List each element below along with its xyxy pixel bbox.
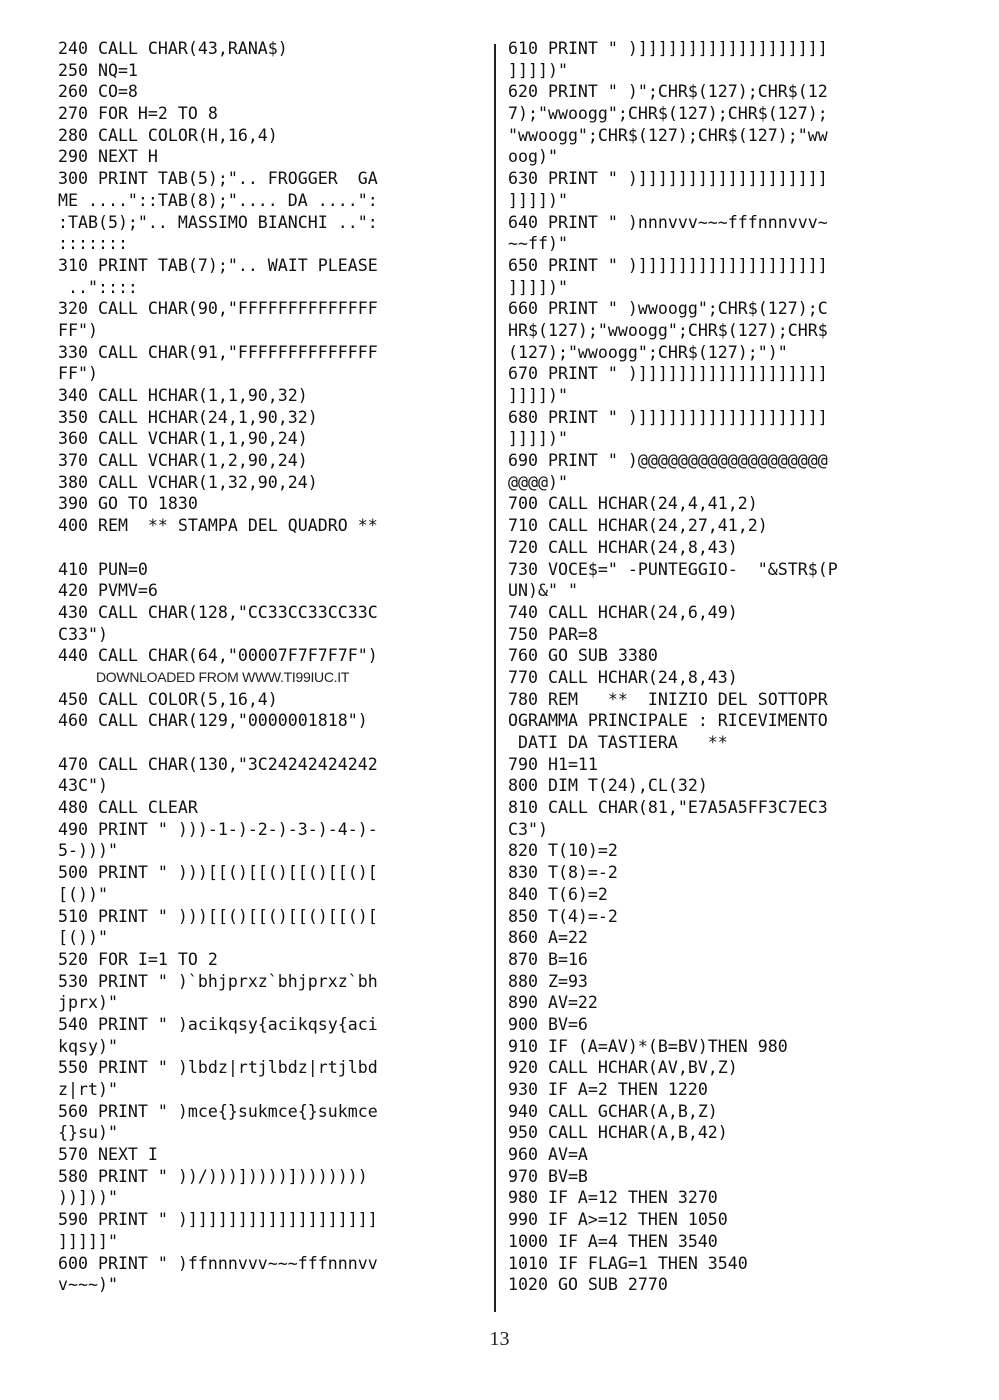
code-line: 800 DIM T(24),CL(32): [508, 776, 708, 796]
code-line: 790 H1=11: [508, 754, 598, 774]
code-line: 240 CALL CHAR(43,RANA$): [58, 39, 288, 58]
code-line: 650 PRINT " )]]]]]]]]]]]]]]]]]]]: [508, 255, 828, 275]
code-line: 940 CALL GCHAR(A,B,Z): [508, 1101, 718, 1121]
code-line: ]]]]]": [58, 1231, 118, 1251]
left-code-column: [58, 38, 486, 1296]
code-line: FF"): [58, 320, 98, 340]
code-line: 740 CALL HCHAR(24,6,49): [508, 602, 738, 622]
code-line: ME ...."::TAB(8);".... DA ....":: [58, 190, 378, 210]
code-line: 510 PRINT " )))[[()[[()[[()[[()[: [58, 906, 378, 926]
code-line: "wwoogg";CHR$(127);CHR$(127);"ww: [508, 125, 828, 145]
code-line: 960 AV=A: [508, 1145, 588, 1165]
code-line: DATI DA TASTIERA **: [508, 733, 728, 752]
code-line: ))]))": [58, 1188, 118, 1208]
code-line: 590 PRINT " )]]]]]]]]]]]]]]]]]]]: [58, 1210, 378, 1230]
code-line: 850 T(4)=-2: [508, 906, 618, 926]
code-line: 390 GO TO 1830: [58, 494, 198, 514]
code-line: 470 CALL CHAR(130,"3C24242424242: [58, 754, 378, 774]
code-line: 680 PRINT " )]]]]]]]]]]]]]]]]]]]: [508, 407, 828, 427]
code-line: C3"): [508, 819, 548, 839]
column-divider: [494, 44, 496, 1312]
code-line: 930 IF A=2 THEN 1220: [508, 1080, 708, 1099]
code-line: 890 AV=22: [508, 993, 598, 1013]
code-line: ]]]])": [508, 190, 568, 210]
code-line: kqsy)": [58, 1036, 118, 1056]
code-line: 760 GO SUB 3380: [508, 646, 658, 666]
code-line: 640 PRINT " )nnnvvv~~~fffnnnvvv~: [508, 212, 828, 232]
code-line: 610 PRINT " )]]]]]]]]]]]]]]]]]]]: [508, 39, 828, 58]
code-line: 980 IF A=12 THEN 3270: [508, 1188, 718, 1208]
code-line: 310 PRINT TAB(7);".. WAIT PLEASE: [58, 255, 378, 275]
code-line: 490 PRINT " )))-1-)-2-)-3-)-4-)-: [58, 819, 378, 839]
code-line: 290 NEXT H: [58, 147, 158, 167]
code-line: 630 PRINT " )]]]]]]]]]]]]]]]]]]]: [508, 169, 828, 189]
code-line: {}su)": [58, 1123, 118, 1143]
code-line: 1020 GO SUB 2770: [508, 1275, 668, 1295]
code-line: 480 CALL CLEAR: [58, 798, 198, 818]
code-line: 340 CALL HCHAR(1,1,90,32): [58, 386, 308, 405]
code-line: 730 VOCE$=" -PUNTEGGIO- "&STR$(P: [508, 559, 838, 579]
code-line: 670 PRINT " )]]]]]]]]]]]]]]]]]]]: [508, 364, 828, 384]
code-line: 780 REM ** INIZIO DEL SOTTOPR: [508, 689, 828, 709]
code-line: ]]]])": [508, 277, 568, 297]
code-line: z|rt)": [58, 1080, 118, 1099]
code-line: 820 T(10)=2: [508, 841, 618, 861]
code-line: 950 CALL HCHAR(A,B,42): [508, 1123, 728, 1143]
code-line: 560 PRINT " )mce{}sukmce{}sukmce: [58, 1101, 378, 1121]
code-line: 450 CALL COLOR(5,16,4): [58, 689, 278, 709]
code-line: C33"): [58, 624, 108, 644]
code-line: 750 PAR=8: [508, 624, 598, 644]
code-line: oog)": [508, 147, 558, 167]
code-line: 690 PRINT " )@@@@@@@@@@@@@@@@@@@: [508, 451, 828, 471]
code-line: DOWNLOADED FROM WWW.TI99IUC.IT: [96, 668, 350, 685]
code-line: 420 PVMV=6: [58, 581, 158, 601]
code-line: FF"): [58, 364, 98, 384]
code-line: [())": [58, 928, 108, 948]
code-line: 580 PRINT " ))/)))]))))]))))))): [58, 1166, 368, 1186]
code-line: 1010 IF FLAG=1 THEN 3540: [508, 1253, 748, 1273]
code-line: 710 CALL HCHAR(24,27,41,2): [508, 516, 768, 536]
code-line: @@@@)": [508, 472, 568, 492]
code-line: 440 CALL CHAR(64,"00007F7F7F7F"): [58, 646, 378, 666]
right-code-column: [508, 38, 948, 1296]
code-line: 880 Z=93: [508, 971, 588, 991]
code-line: 43C"): [58, 776, 108, 796]
code-line: 380 CALL VCHAR(1,32,90,24): [58, 472, 318, 492]
code-line: OGRAMMA PRINCIPALE : RICEVIMENTO: [508, 711, 828, 731]
code-line: 260 CO=8: [58, 82, 138, 102]
code-line: (127);"wwoogg";CHR$(127);")": [508, 342, 788, 362]
code-line: 280 CALL COLOR(H,16,4): [58, 125, 278, 145]
code-line: jprx)": [58, 993, 118, 1013]
code-line: [58, 732, 486, 754]
code-line: 7);"wwoogg";CHR$(127);CHR$(127);: [508, 104, 828, 124]
code-line: 400 REM ** STAMPA DEL QUADRO **: [58, 516, 378, 536]
code-line: 350 CALL HCHAR(24,1,90,32): [58, 407, 318, 427]
code-line: 530 PRINT " )`bhjprxz`bhjprxz`bh: [58, 971, 378, 991]
code-line: 870 B=16: [508, 949, 588, 969]
code-line: 910 IF (A=AV)*(B=BV)THEN 980: [508, 1036, 788, 1056]
code-line: ]]]])": [508, 429, 568, 449]
code-line: 720 CALL HCHAR(24,8,43): [508, 537, 738, 557]
code-line: 250 NQ=1: [58, 60, 138, 80]
code-line: 920 CALL HCHAR(AV,BV,Z): [508, 1058, 738, 1078]
code-line: :TAB(5);".. MASSIMO BIANCHI ..":: [58, 212, 378, 232]
code-line: 360 CALL VCHAR(1,1,90,24): [58, 429, 308, 449]
code-line: 810 CALL CHAR(81,"E7A5A5FF3C7EC3: [508, 798, 828, 818]
code-line: 620 PRINT " )";CHR$(127);CHR$(12: [508, 82, 828, 102]
code-line: v~~~)": [58, 1275, 118, 1295]
code-line: [())": [58, 884, 108, 904]
code-line: 300 PRINT TAB(5);".. FROGGER GA: [58, 169, 378, 189]
code-line: 600 PRINT " )ffnnnvvv~~~fffnnnvv: [58, 1253, 378, 1273]
code-line: 540 PRINT " )acikqsy{acikqsy{aci: [58, 1014, 378, 1034]
code-line: 860 A=22: [508, 928, 588, 948]
code-line: 970 BV=B: [508, 1166, 588, 1186]
code-line: 660 PRINT " )wwoogg";CHR$(127);C: [508, 299, 828, 319]
code-line: UN)&" ": [508, 581, 578, 601]
code-line: 570 NEXT I: [58, 1145, 158, 1165]
code-line: 700 CALL HCHAR(24,4,41,2): [508, 494, 758, 514]
page-number: 13: [489, 1328, 510, 1350]
code-line: 500 PRINT " )))[[()[[()[[()[[()[: [58, 863, 378, 883]
code-line: 990 IF A>=12 THEN 1050: [508, 1210, 728, 1230]
code-line: 370 CALL VCHAR(1,2,90,24): [58, 451, 308, 471]
code-line: ]]]])": [508, 386, 568, 405]
code-line: 520 FOR I=1 TO 2: [58, 949, 218, 969]
code-line: 410 PUN=0: [58, 559, 148, 579]
code-line: 830 T(8)=-2: [508, 863, 618, 883]
code-line: 770 CALL HCHAR(24,8,43): [508, 667, 738, 687]
code-line: 270 FOR H=2 TO 8: [58, 104, 218, 124]
code-line: :::::::: [58, 234, 128, 254]
code-line: 900 BV=6: [508, 1014, 588, 1034]
code-line: 460 CALL CHAR(129,"0000001818"): [58, 711, 368, 731]
code-line: [58, 537, 486, 559]
code-line: 550 PRINT " )lbdz|rtjlbdz|rtjlbd: [58, 1058, 378, 1078]
code-line: ~~ff)": [508, 234, 568, 254]
code-line: ]]]])": [508, 60, 568, 80]
code-line: 1000 IF A=4 THEN 3540: [508, 1231, 718, 1251]
code-line: 430 CALL CHAR(128,"CC33CC33CC33C: [58, 602, 378, 622]
code-line: 5-)))": [58, 841, 118, 861]
code-line: 330 CALL CHAR(91,"FFFFFFFFFFFFFF: [58, 342, 378, 362]
code-line: HR$(127);"wwoogg";CHR$(127);CHR$: [508, 320, 828, 340]
code-line: 320 CALL CHAR(90,"FFFFFFFFFFFFFF: [58, 299, 378, 319]
code-line: 840 T(6)=2: [508, 884, 608, 904]
code-line: .."::::: [58, 277, 138, 297]
